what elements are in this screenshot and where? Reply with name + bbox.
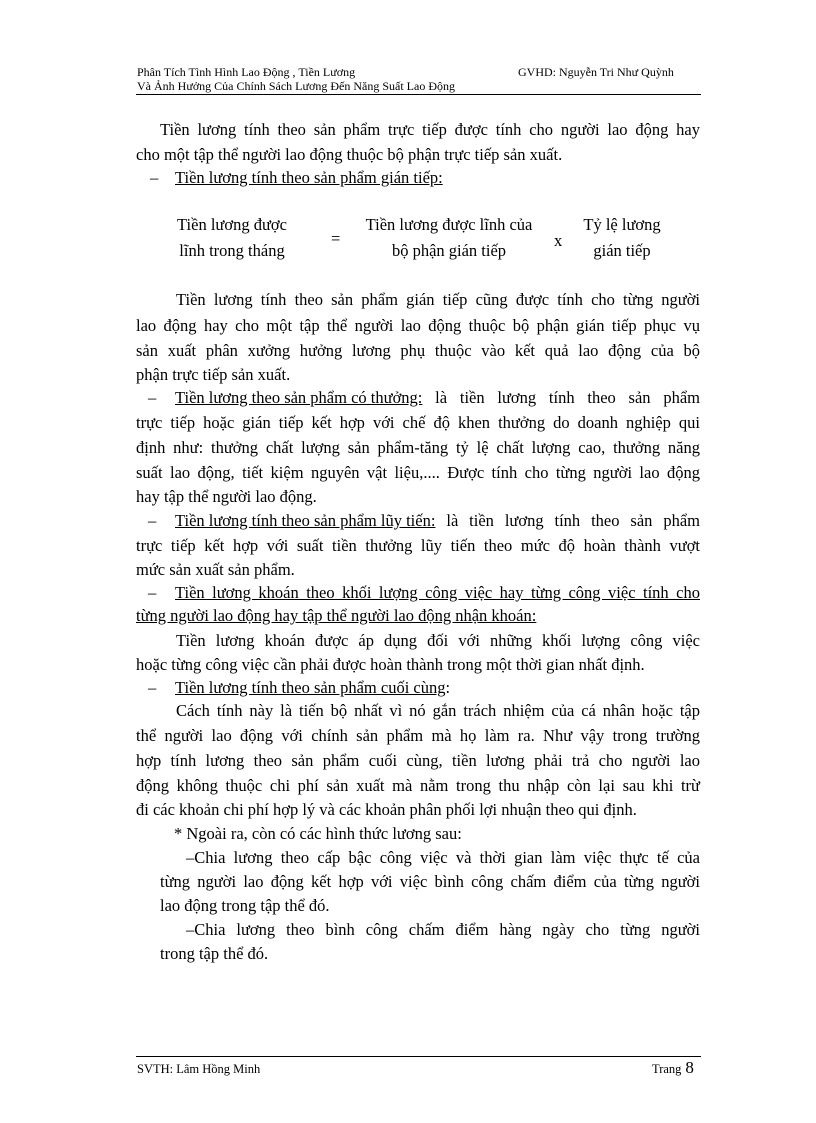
footer-page-number: 8 xyxy=(685,1058,694,1077)
item-indirect-label: Tiền lương tính theo sản phẩm gián tiếp: xyxy=(175,168,443,187)
item-bonus-rest: là tiền lương tính theo sản phẩm xyxy=(422,388,700,407)
item-final-line2: Cách tính này là tiến bộ nhất vì nó gắn trách nhiệm của cá nhân hoặc tập xyxy=(176,701,700,720)
item-bonus-dash: – xyxy=(148,388,157,407)
para1-line2: cho một tập thể người lao động thuộc bộ phận trực tiếp sản xuất. xyxy=(136,145,563,164)
footer-rule xyxy=(136,1056,701,1057)
item-bonus-line2: trực tiếp hoặc gián tiếp kết hợp với chế độ khen thưởng do doanh nghiệp qui xyxy=(136,413,700,432)
formula-lhs-line2: lĩnh trong tháng xyxy=(179,241,285,260)
header-title-line1: Phân Tích Tình Hình Lao Động , Tiền Lương xyxy=(137,65,356,79)
other-intro: * Ngoài ra, còn có các hình thức lương sau: xyxy=(174,824,462,843)
other-b-line2: trong tập thể đó. xyxy=(160,944,269,963)
para1-line1: Tiền lương tính theo sản phẩm trực tiếp được tính cho người lao động hay xyxy=(160,120,700,139)
item-contract-line4: hoặc từng công việc cần phải được hoàn thành trong một thời gian nhất định. xyxy=(136,655,645,674)
item-final-line6: đi các khoản chi phí hợp lý và các khoản phân phối lợi nhuận theo qui định. xyxy=(136,800,637,819)
item-contract-dash: – xyxy=(148,583,157,602)
item-progressive-line1 xyxy=(175,508,700,534)
other-b-line1: –Chia lương theo bình công chấm điểm hàng ngày cho từng người xyxy=(186,920,700,939)
para2-line2: lao động hay cho một tập thể người lao động thuộc bộ phận gián tiếp phục vụ xyxy=(136,316,700,335)
item-contract-label2: từng người lao động hay tập thể người lao động nhận khoán: xyxy=(136,606,537,625)
item-indirect-dash: – xyxy=(150,168,159,187)
para2-line4: phận trực tiếp sản xuất. xyxy=(136,365,291,384)
para2-line3: sản xuất phân xưởng hưởng lương phụ thuộc vào kết quả lao động của bộ xyxy=(136,341,700,360)
para2-line1: Tiền lương tính theo sản phẩm gián tiếp cũng được tính cho từng người xyxy=(176,290,700,309)
formula-mid-line1: Tiền lương được lĩnh của xyxy=(365,215,533,234)
item-progressive-line2: trực tiếp kết hợp với suất tiền thưởng lũy tiến theo mức độ hoàn thành vượt xyxy=(136,536,700,555)
formula-rhs-line1: Tỷ lệ lương xyxy=(583,215,661,234)
item-final-label: Tiền lương tính theo sản phẩm cuối cùng xyxy=(175,678,446,697)
item-progressive-rest: là tiền lương tính theo sản phẩm xyxy=(435,511,700,530)
header-rule xyxy=(136,94,701,95)
item-final-line3: thể người lao động với chính sản phẩm mà họ làm ra. Như vậy trong trường xyxy=(136,726,700,745)
item-bonus-line1 xyxy=(175,385,700,411)
item-final-dash: – xyxy=(148,678,157,697)
item-final-line4: hợp tính lương theo sản phẩm cuối cùng, tiền lương phải trả cho người lao xyxy=(136,751,700,770)
item-bonus-line4: suất lao động, tiết kiệm nguyên vật liệu,.... Được tính cho từng người lao động xyxy=(136,463,700,482)
item-bonus-line3: định như: thưởng chất lượng sản phẩm-tăng tỷ lệ chất lượng cao, thưởng năng xyxy=(136,438,700,457)
footer-student: SVTH: Lâm Hồng Minh xyxy=(137,1062,261,1076)
item-final-heading xyxy=(175,675,450,701)
formula-times: x xyxy=(554,231,563,250)
header-advisor: GVHD: Nguyễn Tri Như Quỳnh xyxy=(518,65,674,79)
formula-equals: = xyxy=(331,229,341,248)
formula-lhs-line1: Tiền lương được xyxy=(177,215,287,234)
item-bonus-label: Tiền lương theo sản phẩm có thưởng: xyxy=(175,388,423,407)
other-a-line3: lao động trong tập thể đó. xyxy=(160,896,330,915)
item-progressive-label: Tiền lương tính theo sản phẩm lũy tiến: xyxy=(175,511,436,530)
item-progressive-line3: mức sản xuất sản phẩm. xyxy=(136,560,295,579)
item-contract-line3: Tiền lương khoán được áp dụng đối với những khối lượng công việc xyxy=(176,631,700,650)
item-final-colon: : xyxy=(445,678,451,697)
formula-rhs-line2: gián tiếp xyxy=(593,241,651,260)
other-a-line2: từng người lao động kết hợp với việc bình công chấm điểm của từng người xyxy=(160,872,700,891)
formula-mid-line2: bộ phận gián tiếp xyxy=(391,241,507,260)
item-contract-label1: Tiền lương khoán theo khối lượng công việc hay từng công việc tính cho xyxy=(175,583,700,602)
other-a-line1: –Chia lương theo cấp bậc công việc và thời gian làm việc thực tế của xyxy=(186,848,700,867)
item-final-line5: động không thuộc chi phí sản xuất mà nằm trong thu nhập còn lại sau khi trừ xyxy=(136,776,700,795)
item-progressive-dash: – xyxy=(148,511,157,530)
footer-page-label: Trang xyxy=(652,1062,682,1076)
header-title-line2: Và Ảnh Hưởng Của Chính Sách Lương Đến Năng Suất Lao Động xyxy=(137,79,455,93)
footer-page xyxy=(652,1058,694,1078)
item-bonus-line5: hay tập thể người lao động. xyxy=(136,487,317,506)
